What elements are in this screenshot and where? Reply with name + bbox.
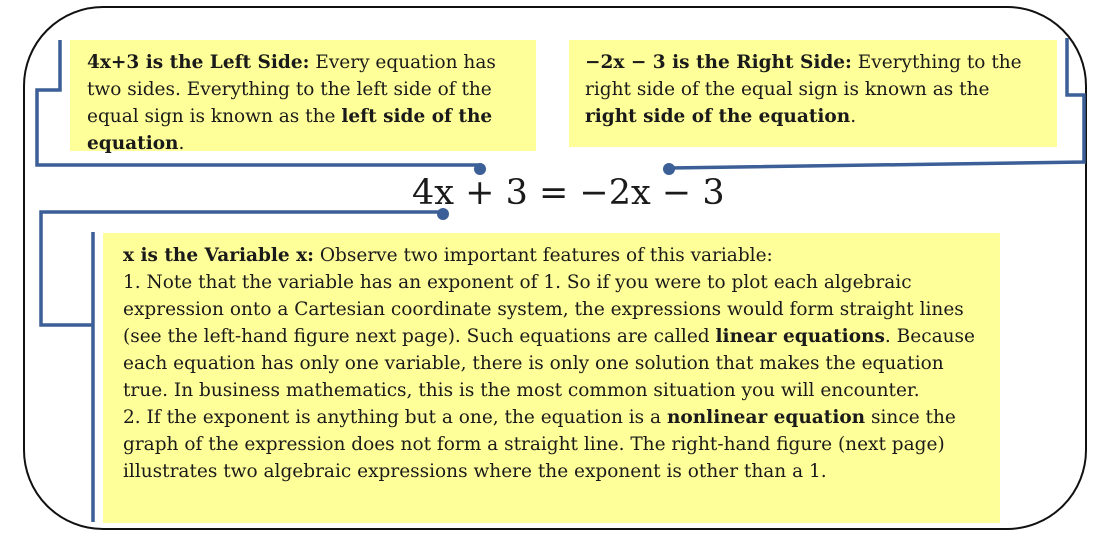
variable-point-1 <box>123 269 980 404</box>
variable-intro-line <box>123 242 980 269</box>
equation <box>412 170 725 216</box>
right-side-callout <box>569 40 1057 147</box>
variable-point-1-text-a: 1. Note that the variable has an exponent of 1. So if you were to plot each algebraic expression onto a Cartesian coordinate system, the expressions would form straight lines (see the left-hand figure next page). Such equations are called <box>123 272 964 347</box>
left-side-heading: 4x+3 is the Left Side: <box>87 52 310 73</box>
left-side-callout <box>70 40 536 154</box>
left-side-text-1: Every equation has two sides. Everything to the left side of the equal sign is known as the <box>87 52 496 127</box>
nonlinear-equation-term: nonlinear equation <box>666 407 866 428</box>
right-side-bold-term: right side of the equation <box>585 106 851 127</box>
variable-point-2 <box>123 404 980 485</box>
variable-callout <box>103 233 1000 523</box>
right-side-text-2: . <box>850 106 857 127</box>
equation-text: 4x + 3 = −2x − 3 <box>412 173 725 213</box>
variable-intro: Observe two important features of this variable: <box>314 245 773 266</box>
variable-point-2-text-a: 2. If the exponent is anything but a one, the equation is a <box>123 407 667 428</box>
variable-point-1-text-b: . Because each equation has only one variable, there is only one solution that makes the equation true. In business mathematics, this is the most common situation you will encounter. <box>123 326 975 401</box>
linear-equations-term: linear equations <box>715 326 885 347</box>
left-side-text-2: . <box>178 133 185 154</box>
variable-heading: x is the Variable x: <box>123 245 314 266</box>
left-side-bold-term: left side of the equation <box>87 106 493 154</box>
right-side-heading: −2x − 3 is the Right Side: <box>585 52 852 73</box>
right-side-text-1: Everything to the right side of the equal sign is known as the <box>585 52 1022 100</box>
variable-point-2-text-b: since the graph of the expression does not form a straight line. The right-hand figure (next page) illustrates two algebraic expressions where the exponent is other than a 1. <box>123 407 956 482</box>
